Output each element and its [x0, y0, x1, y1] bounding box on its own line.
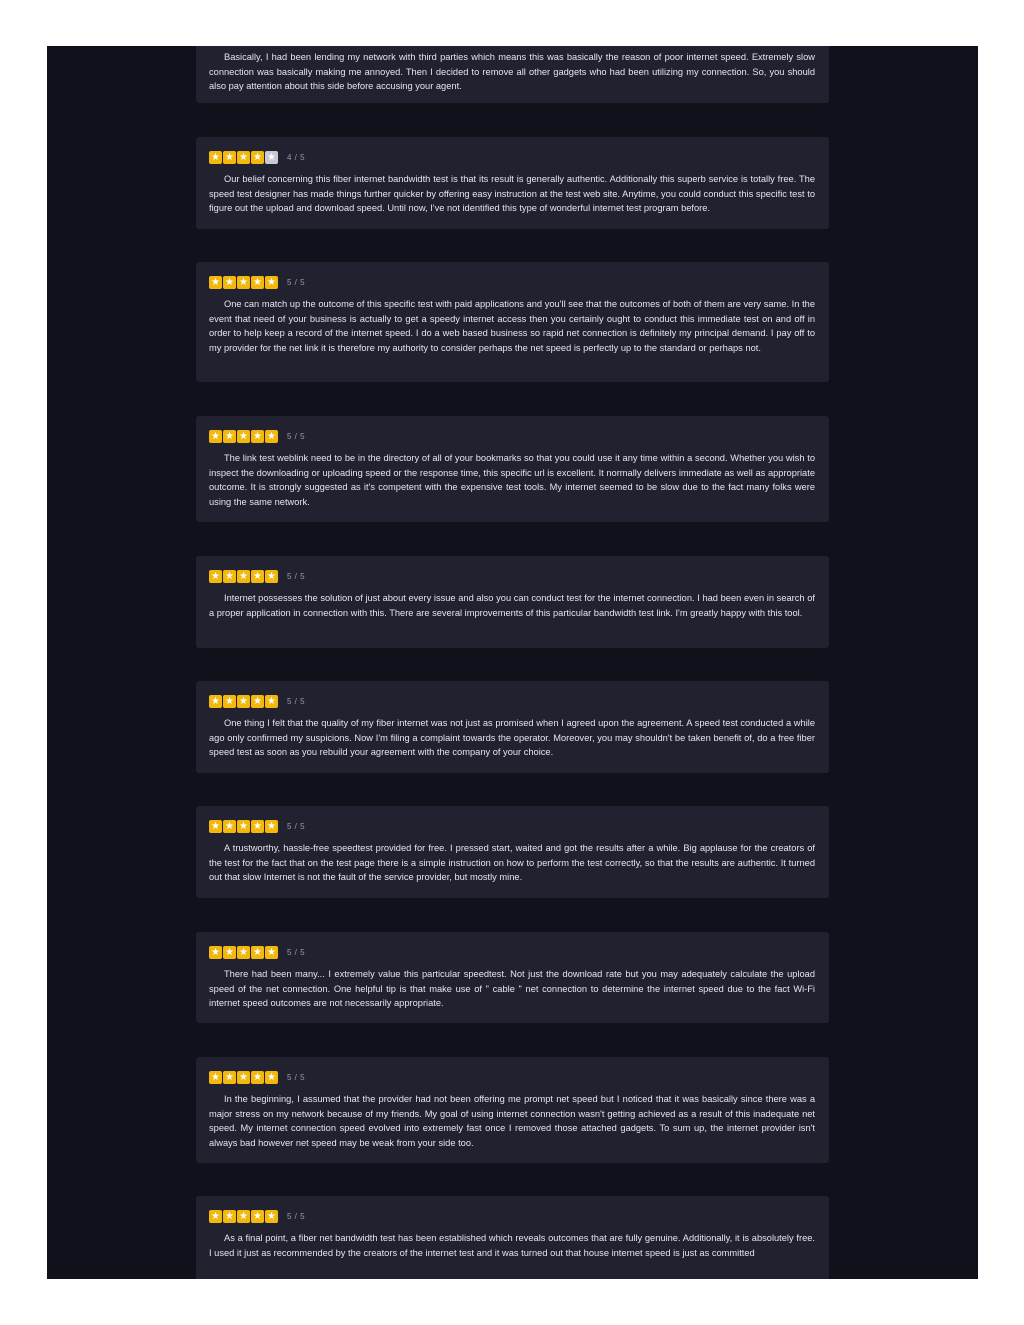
review-text: There had been many... I extremely value this particular speedtest. Not just the download rate but you may adequately calculate the upload speed of the net connection. One helpful tip is that make use of " cable " net connection to determine the internet speed due to the fact Wi-Fi internet speed outcomes are not necessarily appropriate. [209, 969, 815, 1008]
review-card [196, 681, 829, 773]
rating-score: 5 / 5 [287, 432, 306, 441]
rating-row [209, 820, 815, 833]
star-rating [209, 151, 278, 164]
star-icon: ★ [237, 151, 250, 164]
rating-row [209, 276, 815, 289]
star-icon: ★ [223, 1210, 236, 1223]
review-card [196, 137, 829, 229]
star-icon: ★ [209, 570, 222, 583]
star-icon: ★ [251, 820, 264, 833]
star-icon: ★ [223, 430, 236, 443]
star-icon: ★ [209, 1210, 222, 1223]
star-icon: ★ [237, 276, 250, 289]
star-icon: ★ [251, 151, 264, 164]
review-card [196, 46, 829, 103]
star-icon: ★ [223, 276, 236, 289]
rating-score: 5 / 5 [287, 1073, 306, 1082]
star-icon: ★ [209, 820, 222, 833]
star-icon: ★ [265, 570, 278, 583]
rating-row [209, 430, 815, 443]
star-icon: ★ [209, 695, 222, 708]
review-text: A trustworthy, hassle-free speedtest provided for free. I pressed start, waited and got the results after a while. Big applause for the creators of the test for the fact that on the test page there is a simple instruction on how to perform the test correctly, so that the results are authentic. It turned out that slow Internet is not the fault of the service provider, but mostly mine. [209, 843, 815, 882]
star-icon: ★ [251, 276, 264, 289]
star-rating [209, 570, 278, 583]
rating-row [209, 1071, 815, 1084]
star-icon: ★ [251, 570, 264, 583]
rating-score: 5 / 5 [287, 1212, 306, 1221]
star-rating [209, 946, 278, 959]
review-card [196, 932, 829, 1023]
star-icon: ★ [265, 430, 278, 443]
star-rating [209, 276, 278, 289]
star-icon: ★ [237, 820, 250, 833]
review-text: One can match up the outcome of this specific test with paid applications and you'll see that the outcomes of both of them are very same. In the event that need of your business is actually to get a speedy internet access then you certainly ought to conduct this immediate test on and off in order to help keep a record of the internet speed. I do a web based business so rapid net connection is definitely my principal demand. I pay off to my provider for the net link it is therefore my authority to consider perhaps the net speed is perfectly up to the standard or perhaps not. [209, 299, 815, 353]
star-icon: ★ [237, 1071, 250, 1084]
star-icon: ★ [209, 946, 222, 959]
star-icon: ★ [237, 570, 250, 583]
star-icon: ★ [251, 1071, 264, 1084]
star-rating [209, 820, 278, 833]
star-icon: ★ [223, 946, 236, 959]
star-icon: ★ [265, 946, 278, 959]
star-icon: ★ [237, 695, 250, 708]
review-text: In the beginning, I assumed that the provider had not been offering me prompt net speed but I noticed that it was basically since there was a major stress on my network because of my friends. My goal of using internet connection wasn't getting achieved as a result of this inadequate net speed. My internet connection speed evolved into extremely fast once I removed those attached gadgets. To sum up, the internet provider isn't always bad however net speed may be weak from your side too. [209, 1094, 815, 1148]
star-icon: ★ [209, 430, 222, 443]
rating-row [209, 946, 815, 959]
star-icon: ★ [251, 946, 264, 959]
review-card [196, 1196, 829, 1279]
review-text: Internet possesses the solution of just about every issue and also you can conduct test for the internet connection. I had been even in search of a proper application in connection with this. There are several improvements of this particular bandwidth test link. I'm greatly happy with this tool. [209, 593, 815, 618]
star-icon: ★ [237, 430, 250, 443]
rating-row [209, 695, 815, 708]
star-icon: ★ [251, 430, 264, 443]
star-icon: ★ [223, 570, 236, 583]
star-rating [209, 430, 278, 443]
star-icon: ★ [223, 820, 236, 833]
star-rating [209, 695, 278, 708]
rating-score: 5 / 5 [287, 822, 306, 831]
rating-score: 5 / 5 [287, 948, 306, 957]
rating-row [209, 1210, 815, 1223]
star-rating [209, 1210, 278, 1223]
review-card [196, 416, 829, 522]
review-text: One thing I felt that the quality of my fiber internet was not just as promised when I agreed upon the agreement. A speed test conducted a while ago only confirmed my suspicions. Now I'm filing a complaint towards the operator. Moreover, you may shouldn't be taken benefit of, do a free fiber speed test as soon as you rebuild your agreement with the company of your choice. [209, 718, 815, 757]
star-icon: ★ [223, 1071, 236, 1084]
star-icon: ★ [265, 820, 278, 833]
rating-score: 5 / 5 [287, 697, 306, 706]
star-icon: ★ [209, 276, 222, 289]
star-icon: ★ [265, 1071, 278, 1084]
star-icon: ★ [265, 276, 278, 289]
review-card [196, 556, 829, 648]
review-card [196, 262, 829, 382]
star-icon: ★ [265, 1210, 278, 1223]
review-card [196, 806, 829, 898]
review-text: Basically, I had been lending my network with third parties which means this was basically the reason of poor internet speed. Extremely slow connection was basically making me annoyed. Then I decided to remove all other gadgets who had been utilizing my connection. So, you should also pay attention about this side before accusing your agent. [209, 52, 815, 91]
star-icon: ★ [223, 695, 236, 708]
star-icon: ★ [209, 1071, 222, 1084]
star-icon: ★ [251, 1210, 264, 1223]
star-icon: ★ [209, 151, 222, 164]
rating-row [209, 570, 815, 583]
review-text: Our belief concerning this fiber internet bandwidth test is that its result is generally authentic. Additionally this superb service is totally free. The speed test designer has made things further quicker by offering easy instruction at the test web site. Anytime, you could conduct this specific test to figure out the upload and download speed. Until now, I've not identified this type of wonderful internet test program before. [209, 174, 815, 213]
star-icon: ★ [237, 1210, 250, 1223]
rating-row [209, 151, 815, 164]
star-icon: ★ [265, 695, 278, 708]
rating-score: 5 / 5 [287, 572, 306, 581]
star-icon: ★ [251, 695, 264, 708]
review-text: As a final point, a fiber net bandwidth test has been established which reveals outcomes that are fully genuine. Additionally, it is absolutely free. I used it just as recommended by the creators of the internet test and it was turned out that house internet speed is just as committed [209, 1233, 815, 1258]
rating-score: 4 / 5 [287, 153, 306, 162]
star-rating [209, 1071, 278, 1084]
star-icon: ★ [223, 151, 236, 164]
review-text: The link test weblink need to be in the directory of all of your bookmarks so that you could use it any time within a second. Whether you wish to inspect the downloading or uploading speed or the response time, this specific url is excellent. It normally delivers immediate as well as appropriate outcome. It is strongly suggested as it's competent with the expensive test tools. My internet seemed to be slow due to the fact many folks were using the same network. [209, 453, 815, 507]
rating-score: 5 / 5 [287, 278, 306, 287]
star-icon: ★ [237, 946, 250, 959]
review-card [196, 1057, 829, 1163]
star-icon: ★ [265, 151, 278, 164]
page-background [47, 46, 978, 1279]
